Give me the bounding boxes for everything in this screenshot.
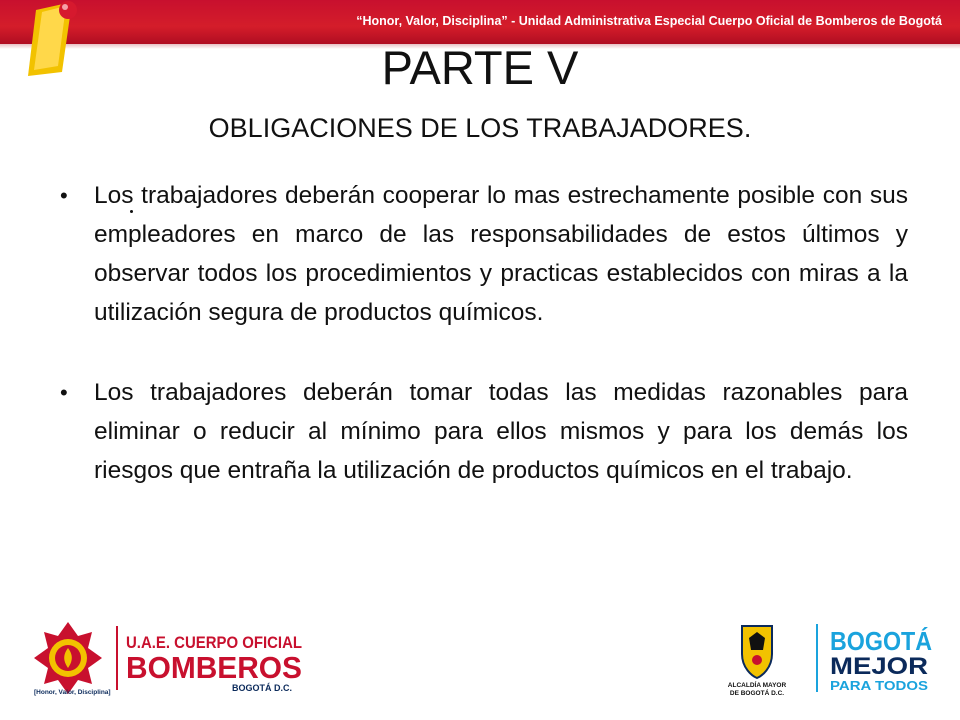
bullet-marker: • (60, 380, 68, 405)
bullet-marker: • (60, 183, 68, 208)
bullet-text: Los trabajadores deberán tomar todas las medidas razonables para eliminar o reducir al mínimo para ellos mismos y para los demás los riesgos que entraña la utilización de productos químicos en el trabajo. (94, 379, 908, 484)
header-slogan: “Honor, Valor, Disciplina” - Unidad Administrativa Especial Cuerpo Oficial de Bomberos de Bogotá (356, 14, 942, 28)
bullet-item (60, 373, 908, 490)
bomberos-line3: BOGOTÁ D.C. (232, 683, 292, 693)
fire-emblem-icon (34, 622, 102, 694)
bullet-item (60, 176, 908, 332)
bogota-coat-of-arms-icon (742, 626, 772, 678)
bullet-list (60, 176, 908, 490)
bomberos-motto: [Honor, Valor, Disciplina] (34, 689, 111, 696)
bogota-word: BOGOTÁ (830, 626, 933, 656)
bomberos-line1: U.A.E. CUERPO OFICIAL (126, 633, 302, 652)
header-bar (0, 0, 960, 44)
para-todos-word: PARA TODOS (830, 678, 929, 693)
slide-subtitle: OBLIGACIONES DE LOS TRABAJADORES. (208, 113, 752, 143)
bogota-logo (718, 618, 948, 698)
bullet-text: Los trabajadores deberán cooperar lo mas estrechamente posible con sus empleadores en marco de las responsabilidades de estos últimos y observar todos los procedimientos y practicas establecidos con miras a la utilización segura de productos químicos. (94, 182, 908, 326)
bomberos-logo (30, 618, 310, 698)
alcaldia-line1: ALCALDÍA MAYOR (727, 682, 787, 689)
bomberos-line2: BOMBEROS (126, 650, 302, 685)
alcaldia-line2: DE BOGOTÁ D.C. (729, 690, 785, 697)
mejor-word: MEJOR (830, 653, 928, 680)
slide-title: PARTE V (381, 41, 579, 94)
